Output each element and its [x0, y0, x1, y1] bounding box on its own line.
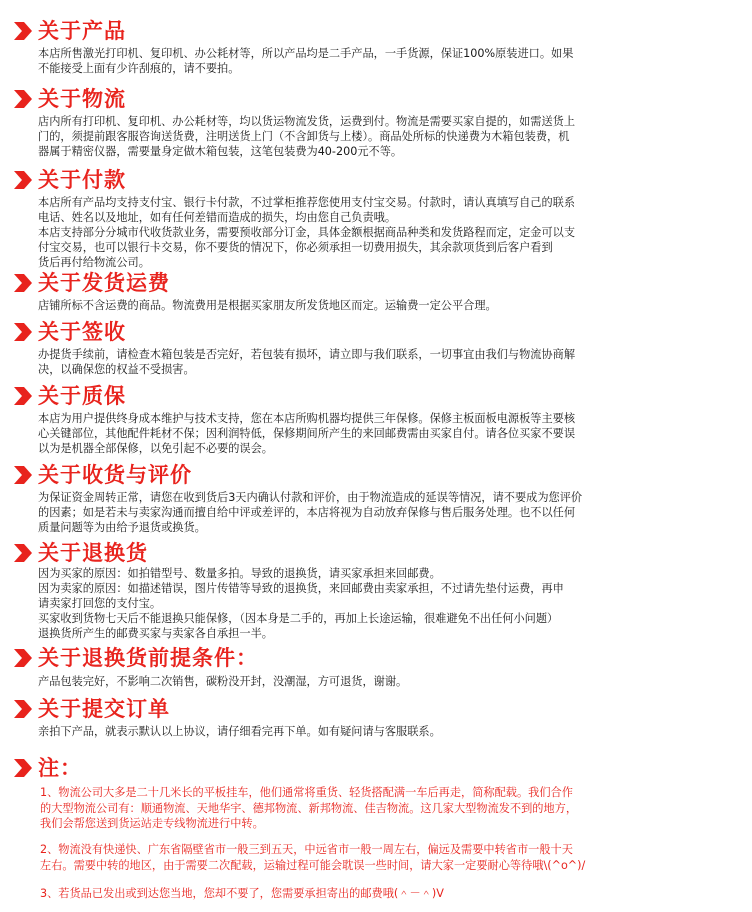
body-line: 本店支持部分分城市代收货款业务，需要预收部分订金，具体金额根据商品种类和发货路程而定，定金可以支: [38, 226, 576, 239]
section-header: [0, 753, 752, 783]
section-header: [0, 268, 752, 298]
section-title: 关于签收: [38, 320, 126, 344]
note-line: 的大型物流公司有：顺通物流、天地华宇、德邦物流、新邦物流、佳吉物流。这几家大型物流发不到的地方，: [40, 801, 578, 815]
section-title: 关于质保: [38, 384, 126, 408]
section-return-exchange: [0, 538, 752, 640]
body-line: 付宝交易，也可以银行卡交易，你不要货的情况下，你必须承担一切费用损失，其余款项货到后客户看到: [38, 241, 553, 254]
note-line: 2、物流没有快递快、广东省隔壁省市一般三到五天，中远省市一般一周左右，偏远及需要中转省市一般十天: [40, 843, 573, 856]
section-body: [38, 298, 724, 313]
section-body: [38, 114, 724, 159]
section-payment: [0, 165, 752, 269]
section-body: [38, 490, 724, 535]
body-line: 电话、姓名以及地址，如有任何差错而造成的损失，均由您自己负责哦。: [38, 211, 397, 224]
section-header: [0, 643, 752, 673]
section-shipping-fee: [0, 268, 752, 312]
section-logistics: [0, 84, 752, 158]
body-line: 心关键部位，其他配件耗材不保；因利润特低，保修期间所产生的来回邮费需由买家自付。请各位买家不要误: [38, 427, 576, 440]
note-line: 1、物流公司大多是二十几米长的平板挂车，他们通常将重货、轻货搭配满一车后再走，简称配载。我们合作: [40, 786, 573, 799]
body-line: 为保证资金周转正常，请您在收到货后3天内确认付款和评价，由于物流造成的延误等情况，请不要成为您评价: [38, 491, 583, 504]
section-title: 关于发货运费: [38, 271, 170, 295]
body-line: 以为是机器全部保修，以免引起不必要的误会。: [38, 442, 273, 455]
red-chevron-icon: [12, 464, 34, 486]
section-header: [0, 694, 752, 724]
body-line: 门的，须提前跟客服咨询送货费，注明送货上门（不含卸货与上楼）。商品处所标的快递费为木箱包装费，机: [38, 130, 570, 143]
section-return-conditions: [0, 643, 752, 688]
section-title: 关于付款: [38, 168, 126, 192]
red-chevron-icon: [12, 321, 34, 343]
section-header: [0, 165, 752, 195]
section-header: [0, 538, 752, 568]
note-line: 3、若货品已发出或到达您当地，您却不要了，您需要承担寄出的邮费哦(＾－＾)V: [40, 887, 444, 900]
note-3: [40, 886, 730, 902]
red-chevron-icon: [12, 169, 34, 191]
section-body: [38, 195, 724, 270]
body-line: 本店为用户提供终身成本维护与技术支持，您在本店所购机器均提供三年保修。保修主板面板电源板等主要核: [38, 412, 576, 425]
body-line: 不能接受上面有少许刮痕的，请不要拍。: [38, 62, 240, 75]
body-line: 办提货手续前，请检查木箱包装是否完好，若包装有损坏，请立即与我们联系，一切事宜由我们与物流协商解: [38, 348, 576, 361]
note-line: 我们会帮您送到货运站走专线物流进行中转。: [40, 817, 264, 830]
section-title: 注：: [38, 756, 82, 780]
body-line: 决，以确保您的权益不受损害。: [38, 363, 195, 376]
red-chevron-icon: [12, 542, 34, 564]
section-receipt-review: [0, 460, 752, 534]
section-sign-for: [0, 317, 752, 376]
red-chevron-icon: [12, 757, 34, 779]
section-title: 关于产品: [38, 19, 126, 43]
body-line: 因为卖家的原因：如描述错误，图片传错等导致的退换货，来回邮费由卖家承担，不过请先垫付运费，再申: [38, 582, 564, 595]
section-title: 关于物流: [38, 87, 126, 111]
note-1: [40, 785, 730, 832]
body-line: 产品包装完好，不影响二次销售，碳粉没开封，没潮湿，方可退货，谢谢。: [38, 675, 408, 688]
section-header: [0, 317, 752, 347]
body-line: 亲拍下产品，就表示默认以上协议，请仔细看完再下单。如有疑问请与客服联系。: [38, 725, 441, 738]
body-line: 质量问题等为由给予退货或换货。: [38, 521, 206, 534]
section-body: [38, 674, 724, 689]
section-header: [0, 16, 752, 46]
section-title: 关于收货与评价: [38, 463, 192, 487]
red-chevron-icon: [12, 385, 34, 407]
section-body: [38, 566, 724, 641]
section-body: [38, 724, 724, 739]
section-body: [38, 46, 724, 76]
section-body: [38, 347, 724, 377]
red-chevron-icon: [12, 647, 34, 669]
body-line: 货后再付给物流公司。: [38, 256, 150, 269]
section-notes: [0, 753, 752, 783]
note-2: [40, 842, 730, 873]
body-line: 店内所有打印机、复印机、办公耗材等，均以货运物流发货，运费到付。物流是需要买家自提的，如需送货上: [38, 115, 576, 128]
body-line: 的因素；如是若未与卖家沟通而擅自给中评或差评的，本店将视为自动放弃保修与售后服务处理。也不以任何: [38, 506, 576, 519]
red-chevron-icon: [12, 698, 34, 720]
red-chevron-icon: [12, 20, 34, 42]
body-line: 买家收到货物七天后不能退换只能保修，（因本身是二手的，再加上长途运输，很难避免不出任何小问题）: [38, 612, 559, 625]
body-line: 请卖家打回您的支付宝。: [38, 597, 162, 610]
body-line: 店铺所标不含运费的商品。物流费用是根据买家朋友所发货地区而定。运输费一定公平合理。: [38, 299, 497, 312]
note-line: 左右。需要中转的地区，由于需要二次配载，运输过程可能会耽误一些时间，请大家一定要耐心等待哦\(^o^)/: [40, 858, 586, 872]
section-body: [38, 411, 724, 456]
body-line: 退换货所产生的邮费买家与卖家各自承担一半。: [38, 627, 273, 640]
section-header: [0, 460, 752, 490]
red-chevron-icon: [12, 88, 34, 110]
section-header: [0, 381, 752, 411]
body-line: 因为买家的原因：如拍错型号、数量多拍。导致的退换货，请买家承担来回邮费。: [38, 567, 441, 580]
body-line: 本店所有产品均支持支付宝、银行卡付款，不过掌柜推荐您使用支付宝交易。付款时，请认真填写自己的联系: [38, 196, 576, 209]
section-warranty: [0, 381, 752, 455]
section-product: [0, 16, 752, 75]
body-line: 本店所售激光打印机、复印机、办公耗材等，所以产品均是二手产品，一手货源，保证100%原装进口。如果: [38, 47, 574, 60]
section-title: 关于提交订单: [38, 697, 170, 721]
section-title: 关于退换货: [38, 541, 148, 565]
red-chevron-icon: [12, 272, 34, 294]
section-header: [0, 84, 752, 114]
section-title: 关于退换货前提条件：: [38, 646, 258, 670]
body-line: 器属于精密仪器，需要量身定做木箱包装，这笔包装费为40-200元不等。: [38, 145, 403, 158]
section-submit-order: [0, 694, 752, 738]
